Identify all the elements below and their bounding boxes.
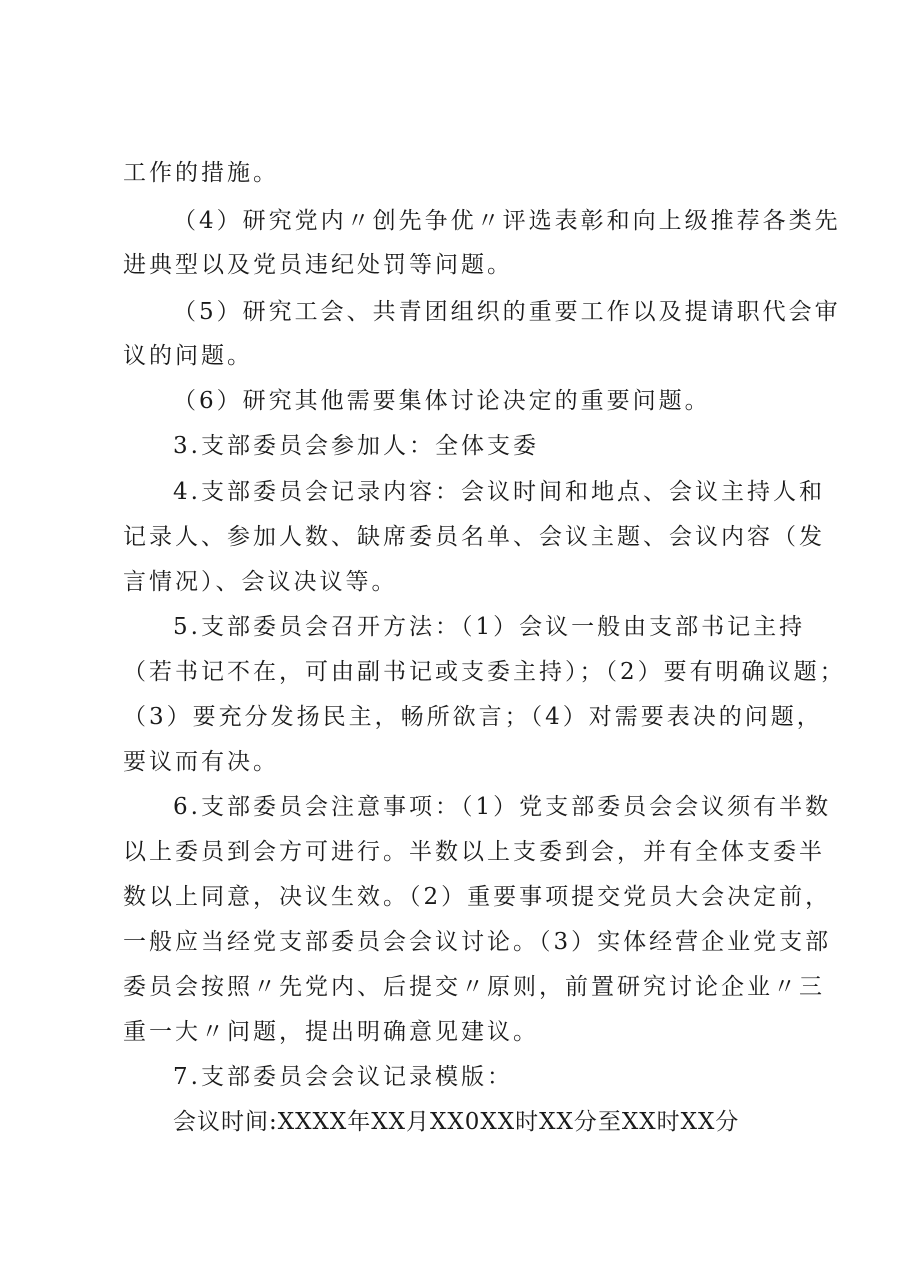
text-line: 7.支部委员会会议记录模版： (173, 1064, 513, 1090)
text-line: 6.支部委员会注意事项：（1）党支部委员会会议须有半数 (173, 794, 832, 820)
text-line: 进典型以及党员违纪处罚等问题。 (123, 252, 513, 278)
text-line: （5）研究工会、共青团组织的重要工作以及提请职代会审 (173, 299, 841, 325)
text-line: 一般应当经党支部委员会会议讨论。（3）实体经营企业党支部 (123, 929, 832, 955)
text-line: 重一大〃问题，提出明确意见建议。 (123, 1019, 539, 1045)
text-line: 数以上同意，决议生效。（2）重要事项提交党员大会决定前， (123, 884, 832, 910)
text-line: （3）要充分发扬民主，畅所欲言；（4）对需要表决的问题， (123, 704, 823, 730)
text-line: 要议而有决。 (123, 749, 279, 775)
text-line: 记录人、参加人数、缺席委员名单、会议主题、会议内容（发 (123, 524, 825, 550)
text-line: 会议时间:XXXX年XX月XX0XX时XX分至XX时XX分 (173, 1109, 740, 1135)
text-line: 4.支部委员会记录内容：会议时间和地点、会议主持人和 (173, 479, 825, 505)
text-line: （若书记不在，可由副书记或支委主持）；（2）要有明确议题； (123, 659, 846, 685)
text-line: （6）研究其他需要集体讨论决定的重要问题。 (173, 388, 711, 414)
text-line: 言情况）、会议决议等。 (123, 569, 398, 595)
text-line: 委员会按照〃先党内、后提交〃原则，前置研究讨论企业〃三 (123, 974, 825, 1000)
text-line: （4）研究党内〃创先争优〃评选表彰和向上级推荐各类先 (173, 208, 841, 234)
text-line: 工作的措施。 (123, 160, 279, 186)
text-line: 议的问题。 (123, 343, 253, 369)
text-line: 以上委员到会方可进行。半数以上支委到会，并有全体支委半 (123, 839, 825, 865)
text-line: 3.支部委员会参加人：全体支委 (173, 433, 539, 459)
text-line: 5.支部委员会召开方法：（1）会议一般由支部书记主持 (173, 614, 806, 640)
